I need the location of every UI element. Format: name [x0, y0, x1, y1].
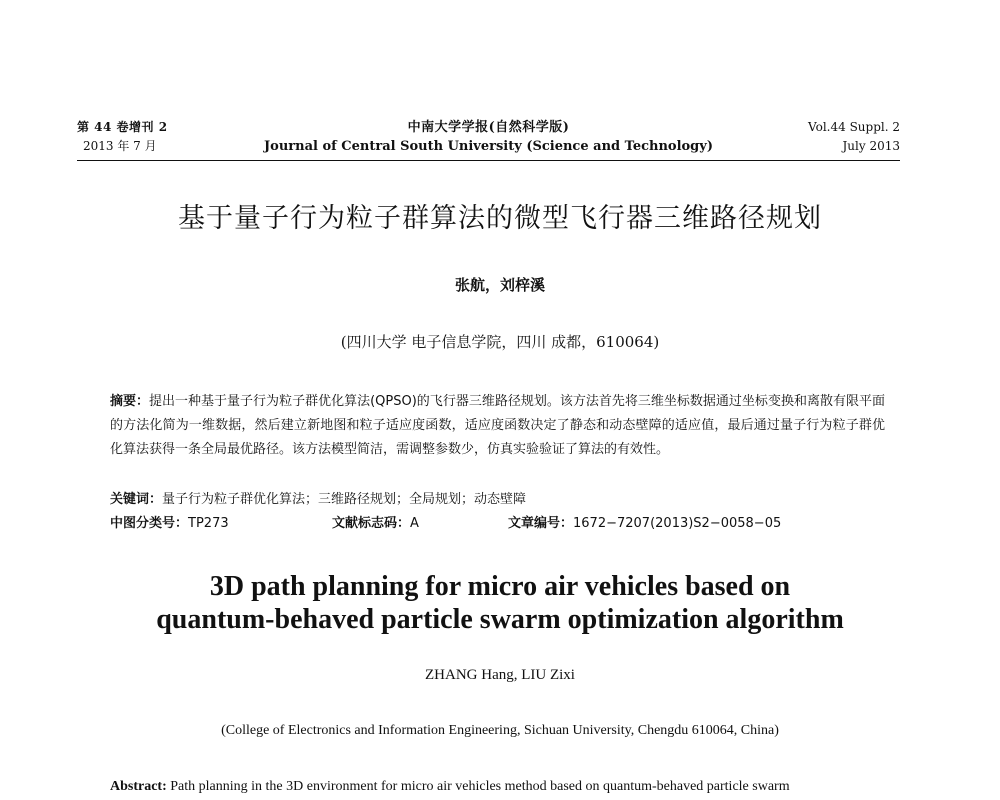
date-cn: 2013 年 7 月	[83, 139, 157, 153]
affiliation-cn: (四川大学 电子信息学院，四川 成都，610064)	[340, 333, 660, 351]
article-number-value: 1672−7207(2013)S2−0058−05	[573, 516, 782, 531]
header-right	[808, 118, 900, 156]
clc-label: 中图分类号：	[110, 516, 189, 531]
clc-value: TP273	[188, 516, 229, 531]
keywords-text: 量子行为粒子群优化算法；三维路径规划；全局规划；动态壁障	[162, 492, 527, 507]
journal-name-cn: 中南大学学报(自然科学版)	[407, 120, 570, 135]
date-en: July 2013	[842, 139, 900, 153]
document-code	[332, 512, 419, 536]
abstract-cn	[110, 390, 885, 462]
authors-en: ZHANG Hang, LIU Zixi	[425, 667, 575, 683]
keywords-cn	[110, 488, 885, 512]
header-center	[77, 118, 900, 156]
classification-line	[110, 512, 885, 536]
running-header	[77, 118, 900, 161]
paper-title-cn: 基于量子行为粒子群算法的微型飞行器三维路径规划	[178, 203, 822, 234]
authors-cn: 张航，刘梓溪	[454, 276, 545, 294]
article-number	[508, 512, 781, 536]
abstract-en	[110, 776, 910, 798]
doc-code-label: 文献标志码：	[332, 516, 411, 531]
clc-number	[110, 512, 229, 536]
doc-code-value: A	[410, 516, 419, 531]
volume-en: Vol.44 Suppl. 2	[808, 120, 900, 134]
keywords-label: 关键词：	[110, 492, 163, 507]
abstract-en-text: Path planning in the 3D environment for micro air vehicles method based on quantum-behaved particle swarm	[166, 779, 790, 794]
article-number-label: 文章编号：	[508, 516, 574, 531]
journal-name-en: Journal of Central South University (Science and Technology)	[264, 139, 713, 154]
affiliation-en: (College of Electronics and Information Engineering, Sichuan University, Chengdu 610064, China)	[221, 723, 779, 738]
paper-title-en-line1: 3D path planning for micro air vehicles based on	[209, 571, 791, 602]
abstract-cn-text: 提出一种基于量子行为粒子群优化算法(QPSO)的飞行器三维路径规划。该方法首先将三维坐标数据通过坐标变换和离散有限平面的方法化简为一维数据，然后建立新地图和粒子适应度函数，适应度函数决定了静态和动态壁障的适应值，最后通过量子行为粒子群优化算法获得一条全局最优路径。该方法模型简洁，需调整参数少，仿真实验验证了算法的有效性。	[110, 394, 885, 457]
abstract-cn-label: 摘要：	[110, 394, 150, 409]
paper-title-en-line2: quantum-behaved particle swarm optimization algorithm	[156, 604, 844, 635]
abstract-en-label: Abstract:	[110, 779, 167, 794]
volume-cn: 第 44 卷增刊 2	[77, 120, 168, 134]
paper-title-en	[0, 570, 1000, 636]
